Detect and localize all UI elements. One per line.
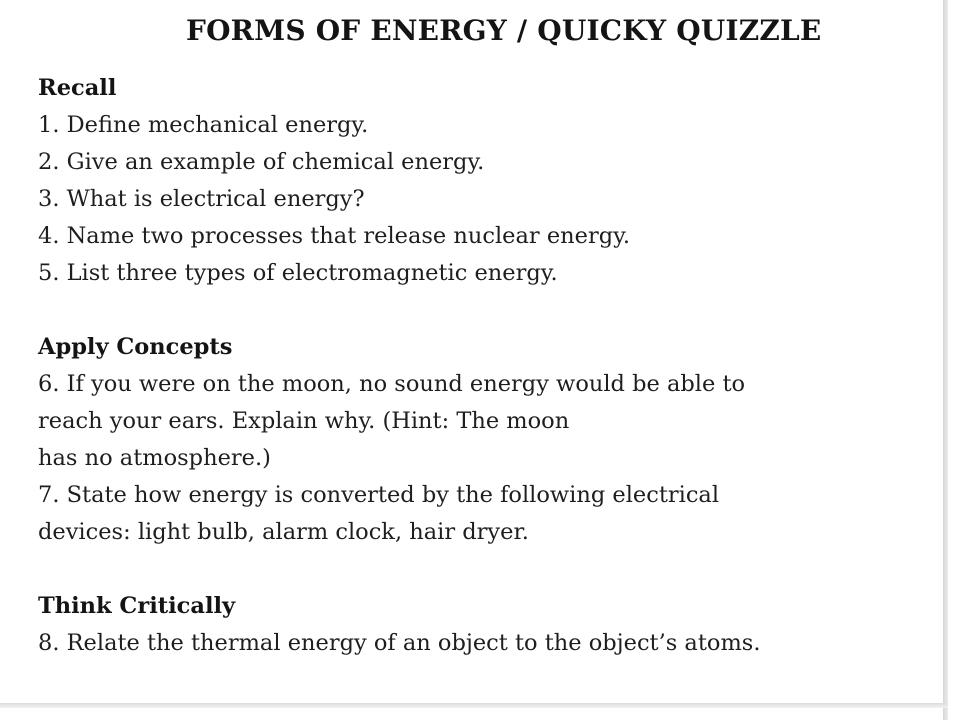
question-line: 8. Relate the thermal energy of an object to the object’s atoms. [38, 630, 761, 656]
section-recall [38, 70, 918, 292]
section-think-critically [38, 588, 918, 662]
section-heading: Apply Concepts [38, 334, 233, 360]
question-line: 6. If you were on the moon, no sound energy would be able to [38, 371, 746, 397]
question-line: 1. Define mechanical energy. [38, 112, 369, 138]
slide-frame-bottom [0, 703, 948, 708]
quiz-content [38, 70, 918, 662]
section-spacer [38, 292, 918, 329]
question-line: 4. Name two processes that release nuclear energy. [38, 223, 630, 249]
question-line: reach your ears. Explain why. (Hint: The moon [38, 408, 570, 434]
question-line: 2. Give an example of chemical energy. [38, 149, 485, 175]
slide-frame-right [943, 0, 948, 720]
section-heading: Think Critically [38, 593, 236, 619]
slide-title: FORMS OF ENERGY / QUICKY QUIZZLE [186, 14, 822, 47]
question-line: devices: light bulb, alarm clock, hair dryer. [38, 519, 529, 545]
section-heading: Recall [38, 75, 117, 101]
section-spacer [38, 551, 918, 588]
section-apply-concepts [38, 329, 918, 551]
question-line: has no atmosphere.) [38, 445, 271, 471]
question-line: 5. List three types of electromagnetic energy. [38, 260, 558, 286]
question-line: 3. What is electrical energy? [38, 186, 365, 212]
question-line: 7. State how energy is converted by the following electrical [38, 482, 720, 508]
